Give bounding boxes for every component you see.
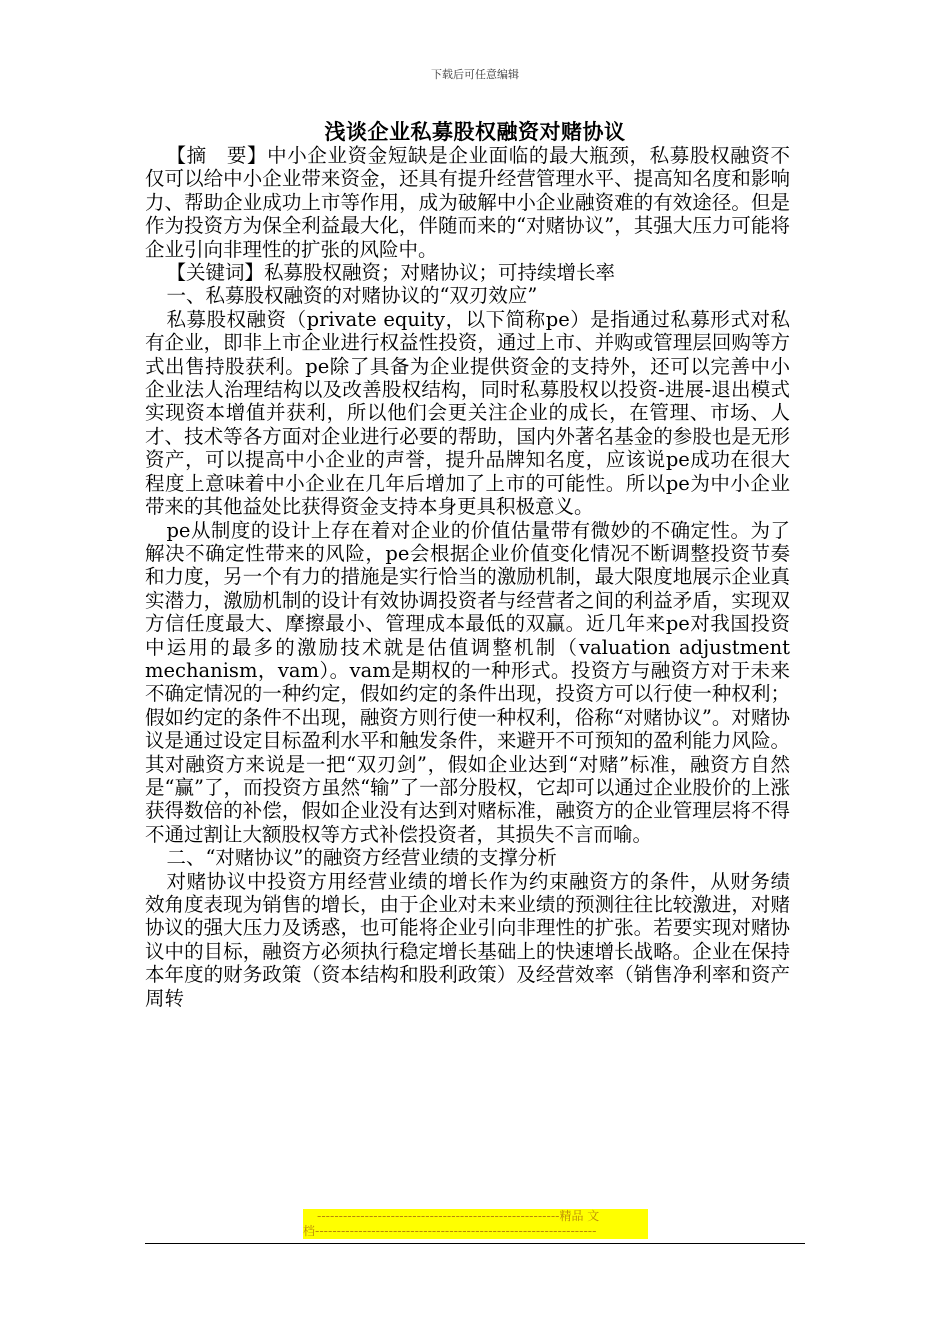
section-heading-1: 一、私募股权融资的对赌协议的“双刃效应” <box>166 284 538 308</box>
section-heading-2: 二、“对赌协议”的融资方经营业绩的支撑分析 <box>166 846 557 870</box>
footer-watermark <box>303 1209 648 1239</box>
abstract-paragraph: 【摘 要】中小企业资金短缺是企业面临的最大瓶颈，私募股权融资不仅可以给中小企业带来资金，还具有提升经营管理水平、提高知名度和影响力、帮助企业成功上市等作用，成为破解中小企业融资难的有效途径。但是作为投资方为保全利益最大化，伴随而来的“对赌协议”，其强大压力可能将企业引向非理性的扩张的风险中。 <box>145 144 790 261</box>
footer-line-2: 档----------------------------------------------------------------- <box>303 1224 597 1238</box>
body-paragraph: 私募股权融资（private equity，以下简称pe）是指通过私募形式对私有企业，即非上市企业进行权益性投资，通过上市、并购或管理层回购等方式出售持股获利。pe除了具备为企业提供资金的支持外，还可以完善中小企业法人治理结构以及改善股权结构，同时私募股权以投资-进展-退出模式实现资本增值并获利，所以他们会更关注企业的成长，在管理、市场、人才、技术等各方面对企业进行必要的帮助，国内外著名基金的参股也是无形资产，可以提高中小企业的声誉，提升品牌知名度，应该说pe成功在很大程度上意味着中小企业在几年后增加了上市的可能性。所以pe为中小企业带来的其他益处比获得资金支持本身更具积极意义。 <box>145 307 790 519</box>
body-paragraph: 对赌协议中投资方用经营业绩的增长作为约束融资方的条件，从财务绩效角度表现为销售的增长，由于企业对未来业绩的预测往往比较激进，对赌协议的强大压力及诱惑，也可能将企业引向非理性的扩张。若要实现对赌协议中的目标，融资方必须执行稳定增长基础上的快速增长战略。企业在保持本年度的财务政策（资本结构和股利政策）及经营效率（销售净利率和资产周转 <box>145 869 790 1010</box>
document-body <box>145 144 790 1010</box>
header-note: 下载后可任意编辑 <box>431 68 519 81</box>
document-title: 浅谈企业私募股权融资对赌协议 <box>324 119 626 144</box>
footer-line-1: --------------------------------------------------------精品 文 <box>317 1209 600 1223</box>
body-paragraph: pe从制度的设计上存在着对企业的价值估量带有微妙的不确定性。为了解决不确定性带来的风险，pe会根据企业价值变化情况不断调整投资节奏和力度，另一个有力的措施是实行恰当的激励机制，最大限度地展示企业真实潜力，激励机制的设计有效协调投资者与经营者之间的利益矛盾，实现双方信任度最大、摩擦最小、管理成本最低的双赢。近几年来pe对我国投资中运用的最多的激励技术就是估值调整机制（valuation adjustment mechanism，vam）。vam是期权的一种形式。投资方与融资方对于未来不确定情况的一种约定，假如约定的条件出现，投资方可以行使一种权利；假如约定的条件不出现，融资方则行使一种权利，俗称“对赌协议”。对赌协议是通过设定目标盈利水平和触发条件，来避开不可预知的盈利能力风险。其对融资方来说是一把“双刃剑”，假如企业达到“对赌”标准，融资方自然是“赢”了，而投资方虽然“输”了一部分股权，它却可以通过企业股价的上涨获得数倍的补偿，假如企业没有达到对赌标准，融资方的企业管理层将不得不通过割让大额股权等方式补偿投资者，其损失不言而喻。 <box>145 518 790 846</box>
footer-divider <box>145 1243 805 1244</box>
keywords-paragraph: 【关键词】私募股权融资；对赌协议；可持续增长率 <box>166 261 615 285</box>
